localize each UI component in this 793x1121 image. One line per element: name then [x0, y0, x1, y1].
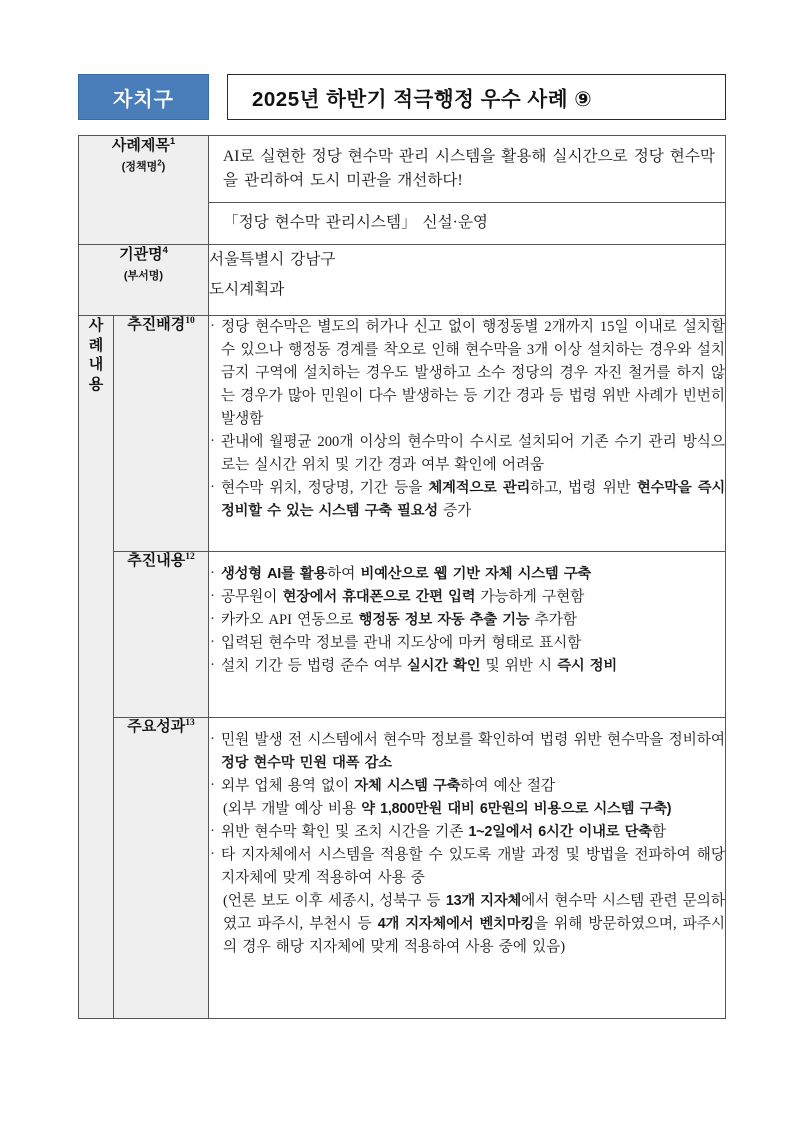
- category-badge-label: 자치구: [113, 88, 174, 111]
- document-title-box: [227, 74, 726, 120]
- emphasis-text: 행정동 정보 자동 추출 기능: [358, 611, 530, 628]
- contents-label: 추진내용$^{12}$: [127, 551, 195, 569]
- bullet-item: · 관내에 월평균 200개 이상의 현수막이 수시로 설치되어 기존 수기 관리 방식으로는 실시간 위치 및 기간 경과 여부 확인에 어려움: [209, 431, 725, 477]
- emphasis-text: 1~2일에서 6시간 이내로 단축: [468, 823, 652, 840]
- bullet-item: · 설치 기간 등 법령 준수 여부 실시간 확인 및 위반 시 즉시 정비: [209, 655, 725, 678]
- emphasis-text: 13개 지자체: [445, 893, 522, 910]
- bullet-item: · 생성형 AI를 활용하여 비예산으로 웹 기반 자체 시스템 구축: [209, 563, 725, 586]
- case-title-label: 사례제목$^1$: [111, 136, 176, 154]
- emphasis-text: 정당 현수막 민원 대폭 감소: [221, 754, 392, 771]
- bullet-item: · 현수막 위치, 정당명, 기간 등을 체계적으로 관리하고, 법령 위반 현수막을 즉시 정비할 수 있는 시스템 구축 필요성 증가: [209, 477, 725, 523]
- bullet-item: · 카카오 API 연동으로 행정동 정보 자동 추출 기능 추가함: [209, 609, 725, 632]
- emphasis-text: 약 1,800만원 대비 6만원의 비용으로 시스템 구축): [361, 800, 672, 817]
- emphasis-text: 생성형 AI를 활용: [221, 565, 328, 582]
- emphasis-text: 비예산으로 웹 기반 자체 시스템 구축: [360, 565, 591, 582]
- bullet-item: · 정당 현수막은 별도의 허가나 신고 없이 행정동별 2개까지 15일 이내로 설치할 수 있으나 행정동 경계를 착오로 인해 현수막을 3개 이상 설치하는 경우와 설치 금지 구역에 설치하는 경우도 발생하고 소수 정당의 경우 자진 철거를 하지 않는 경우가 많아 민원이 다수 발생하는 등 기간 경과 등 법령 위반 사례가 빈번히 발생함: [209, 316, 725, 431]
- results-content-cell: [209, 717, 726, 1018]
- organization-sublabel: (부서명): [123, 269, 164, 282]
- organization-label: 기관명$^4$: [119, 244, 168, 263]
- contents-bullet-list: [209, 563, 725, 678]
- background-label-cell: [114, 315, 209, 551]
- bullet-item: · 타 지자체에서 시스템을 적용할 수 있도록 개발 과정 및 방법을 전파하여 해당 지자체에 맞게 적용하여 사용 중: [209, 844, 725, 890]
- table-row-organization: [79, 244, 726, 315]
- results-label-cell: [114, 717, 209, 1018]
- emphasis-text: 실시간 확인: [406, 657, 481, 674]
- bullet-item: (외부 개발 예상 비용 약 1,800만원 대비 6만원의 비용으로 시스템 구축): [223, 800, 672, 817]
- organization-label-cell: [79, 244, 209, 315]
- bullet-item: · 위반 현수막 확인 및 조치 시간을 기존 1~2일에서 6시간 이내로 단축함: [209, 821, 725, 844]
- case-content-spine-label: 사례내용: [88, 316, 104, 394]
- organization-name: 서울특별시 강남구: [209, 250, 336, 268]
- bullet-item: · 민원 발생 전 시스템에서 현수막 정보를 확인하여 법령 위반 현수막을 정비하여 정당 현수막 민원 대폭 감소: [209, 729, 725, 775]
- bullet-item: · 외부 업체 용역 없이 자체 시스템 구축하여 예산 절감: [209, 775, 725, 798]
- results-label: 주요성과$^{13}$: [127, 717, 195, 735]
- bullet-item: · 입력된 현수막 정보를 관내 지도상에 마커 형태로 표시함: [209, 632, 725, 655]
- contents-label-cell: [114, 551, 209, 717]
- document-header: [78, 74, 726, 120]
- background-bullet-list: [209, 316, 725, 523]
- background-label: 추진배경$^{10}$: [127, 315, 195, 333]
- case-title-text: AI로 실현한 정당 현수막 관리 시스템을 활용해 실시간으로 정당 현수막을 관리하여 도시 미관을 개선하다!: [223, 148, 715, 189]
- contents-content-cell: [209, 551, 726, 717]
- background-content-cell: [209, 315, 726, 551]
- table-row-contents: [79, 551, 726, 717]
- header-spacer: [209, 74, 227, 120]
- bullet-item: (언론 보도 이후 세종시, 성북구 등 13개 지자체에서 현수막 시스템 관련 문의하였고 파주시, 부천시 등 4개 지자체에서 벤치마킹을 위해 방문하였으며, 파주시의 경우 해당 지자체에 맞게 적용하여 사용 중에 있음): [223, 893, 726, 956]
- case-title-text-block: [209, 136, 725, 202]
- case-table: [78, 135, 726, 1019]
- emphasis-text: 현수막을 즉시 정비할 수 있는 시스템 구축 필요성: [221, 480, 725, 520]
- case-content-spine-cell: [79, 315, 114, 1018]
- emphasis-text: 체계적으로 관리: [428, 480, 531, 497]
- case-title-value-cell: [209, 136, 726, 245]
- document-title: 2025년 하반기 적극행정 우수 사례 ⑨: [252, 88, 593, 111]
- category-badge: [78, 74, 209, 120]
- department-name: 도시계획과: [209, 281, 285, 299]
- results-bullet-list: [209, 729, 725, 959]
- case-title-sublabel: (정책명$^2$): [121, 158, 166, 173]
- organization-value-cell: [209, 244, 726, 315]
- emphasis-text: 자체 시스템 구축: [354, 777, 461, 794]
- table-row-results: [79, 717, 726, 1018]
- case-title-label-cell: [79, 136, 209, 245]
- table-row-background: [79, 315, 726, 551]
- bullet-item: · 공무원이 현장에서 휴대폰으로 간편 입력 가능하게 구현함: [209, 586, 725, 609]
- emphasis-text: 즉시 정비: [557, 657, 618, 674]
- policy-name-text: 「정당 현수막 관리시스템」 신설·운영: [223, 214, 488, 232]
- emphasis-text: 현장에서 휴대폰으로 간편 입력: [282, 588, 476, 605]
- policy-name-block: [209, 202, 725, 243]
- emphasis-text: 4개 지자체에서 벤치마킹: [377, 916, 535, 933]
- table-row-case-title: [79, 136, 726, 245]
